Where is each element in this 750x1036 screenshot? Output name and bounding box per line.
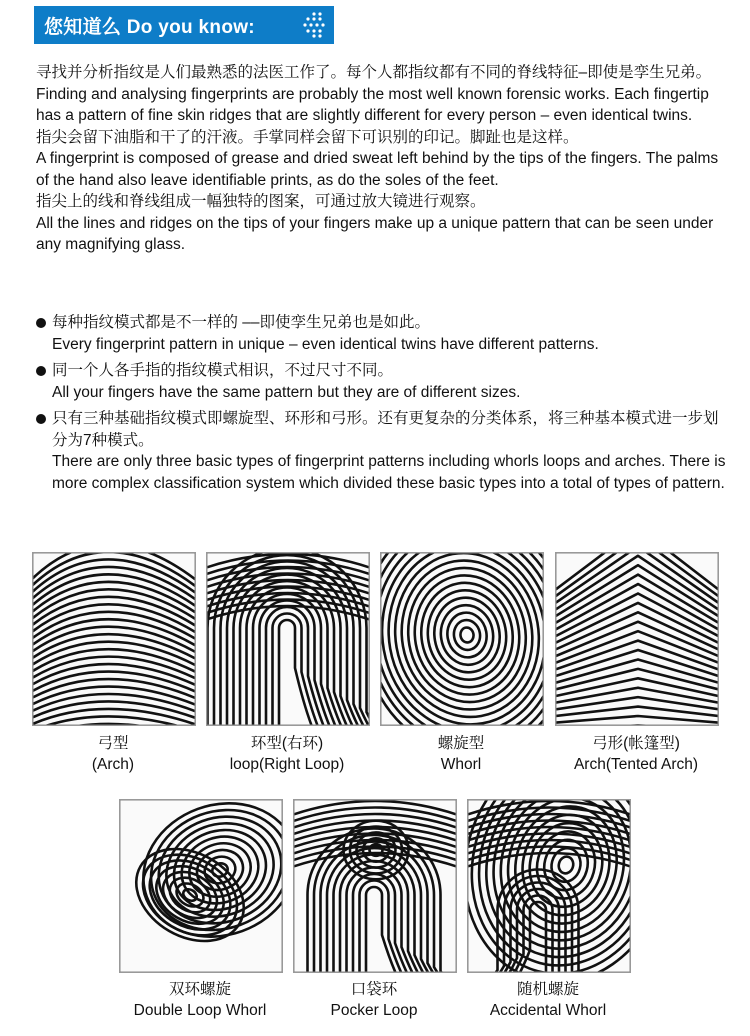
bullet-text-zh: 每种指纹模式都是不一样的 ––即使孪生兄弟也是如此。 (52, 314, 431, 331)
bullet-list (36, 312, 726, 499)
bullet-text-en: All your fingers have the same pattern but they are of different sizes. (52, 383, 521, 401)
caption-en: (Arch) (91, 756, 135, 773)
fingerprint-panel-whorl (380, 552, 544, 726)
caption-zh: 口袋环 (350, 981, 398, 998)
intro-paragraph-en-1: Finding and analysing fingerprints are probably the most well known forensic works. Each fingertip has a pattern of fine skin ridges that are slightly different for every person – even identical twins. (36, 85, 709, 124)
caption-en: Accidental Whorl (489, 1002, 607, 1019)
bullet-item (36, 408, 726, 494)
caption-accidental-whorl (460, 979, 636, 1021)
caption-zh: 弓形(帐篷型) (592, 735, 680, 752)
caption-en: Double Loop Whorl (133, 1002, 267, 1019)
caption-zh: 环型(右环) (250, 735, 324, 752)
intro-paragraph-en-2: A fingerprint is composed of grease and dried sweat left behind by the tips of the fingers. The palms of the hand also leave identifiable prints, as do the soles of the feet. (36, 150, 719, 189)
caption-zh: 螺旋型 (437, 735, 485, 752)
accidental-whorl-fingerprint-icon (468, 800, 630, 972)
bullet-item (36, 312, 726, 355)
caption-tented-arch (548, 733, 724, 775)
fingerprint-panel-loop (206, 552, 370, 726)
arch-fingerprint-icon (33, 553, 195, 725)
caption-en: Pocker Loop (330, 1002, 418, 1019)
double-loop-whorl-fingerprint-icon (120, 800, 282, 972)
dots-decoration-icon (300, 10, 326, 40)
header-title: 您知道么 Do you know: (44, 17, 255, 38)
pocket-loop-fingerprint-icon (294, 800, 456, 972)
bullet-item (36, 360, 726, 403)
bullet-text-en: There are only three basic types of fingerprint patterns including whorls loops and arches. There is more complex classification system which divided these basic types into a total of types of pattern. (52, 453, 726, 492)
caption-loop (206, 733, 368, 775)
caption-arch (32, 733, 194, 775)
bullet-dot-icon (36, 366, 46, 376)
caption-en: Arch(Tented Arch) (573, 756, 699, 773)
fingerprint-panel-accidental-whorl (467, 799, 631, 973)
section-header (34, 6, 334, 44)
tented-arch-fingerprint-icon (556, 553, 718, 725)
caption-zh: 随机螺旋 (516, 981, 579, 998)
caption-zh: 弓型 (97, 735, 129, 752)
fingerprint-panel-arch (32, 552, 196, 726)
caption-double-loop-whorl (110, 979, 290, 1021)
caption-whorl (380, 733, 542, 775)
caption-en: loop(Right Loop) (229, 756, 345, 773)
whorl-fingerprint-icon (381, 553, 543, 725)
intro-paragraph-zh-3: 指尖上的线和脊线组成一幅独特的图案，可通过放大镜进行观察。 (36, 193, 486, 210)
fingerprint-panel-tented-arch (555, 552, 719, 726)
intro-paragraph-en-3: All the lines and ridges on the tips of your fingers make up a unique pattern that can be seen under any magnifying glass. (36, 214, 714, 253)
caption-zh: 双环螺旋 (168, 981, 231, 998)
bullet-dot-icon (36, 318, 46, 328)
fingerprint-panel-pocket-loop (293, 799, 457, 973)
fingerprint-panel-double-loop-whorl (119, 799, 283, 973)
intro-text (36, 62, 726, 256)
intro-paragraph-zh-1: 寻找并分析指纹是人们最熟悉的法医工作了。每个人都指纹都有不同的脊线特征–即使是孪生兄弟。 (36, 64, 712, 81)
bullet-text-en: Every fingerprint pattern in unique – even identical twins have different patterns. (52, 335, 599, 353)
caption-en: Whorl (440, 756, 482, 773)
loop-fingerprint-icon (207, 553, 369, 725)
bullet-dot-icon (36, 414, 46, 424)
bullet-text-zh: 只有三种基础指纹模式即螺旋型、环形和弓形。还有更复杂的分类体系，将三种基本模式进一步划分为7种模式。 (52, 410, 719, 449)
caption-pocket-loop (293, 979, 455, 1021)
intro-paragraph-zh-2: 指尖会留下油脂和干了的汗液。手掌同样会留下可识别的印记。脚趾也是这样。 (36, 128, 579, 146)
bullet-text-zh: 同一个人各手指的指纹模式相识，不过尺寸不同。 (52, 362, 394, 379)
